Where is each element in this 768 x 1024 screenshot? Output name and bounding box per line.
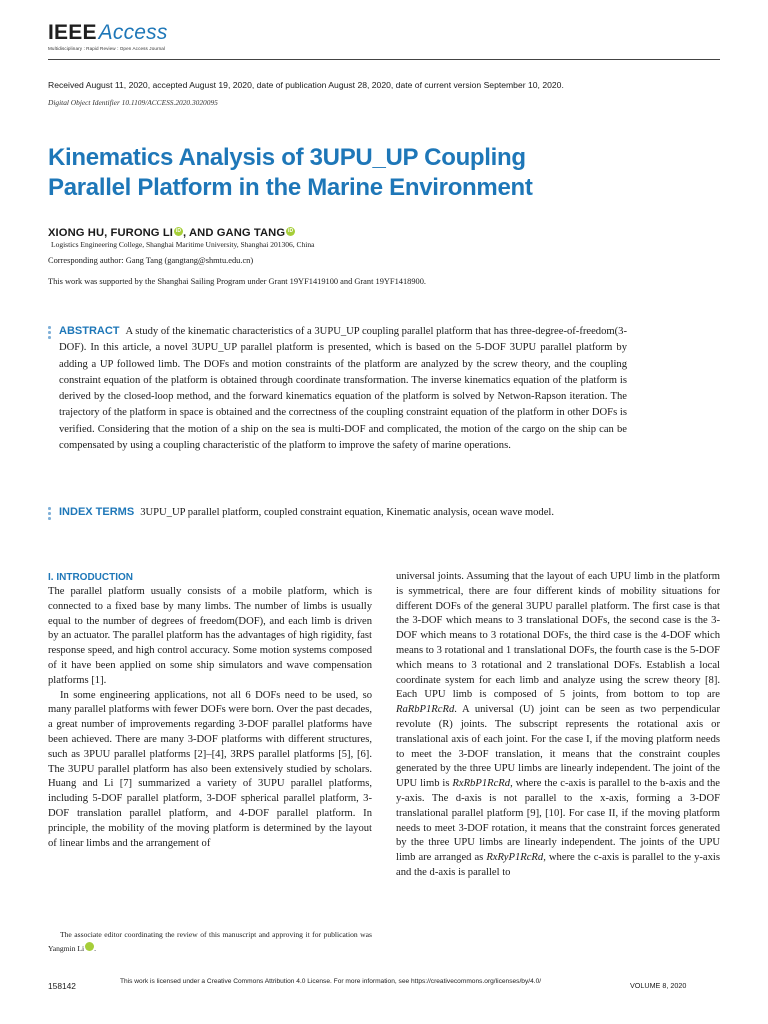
authors-first: XIONG HU, FURONG LI bbox=[48, 227, 173, 239]
orcid-icon[interactable]: iD bbox=[85, 942, 94, 951]
section-heading-introduction: I. INTRODUCTION bbox=[48, 572, 133, 583]
license-note: This work is licensed under a Creative Commons Attribution 4.0 License. For more information, see https://creativecommons.org/licenses/by/4.0/ bbox=[120, 978, 542, 985]
journal-logo bbox=[48, 22, 168, 52]
authors-last: , AND GANG TANG bbox=[182, 227, 286, 239]
title-line-2: Parallel Platform in the Marine Environment bbox=[48, 174, 533, 201]
brand-tagline: Multidisciplinary ∶ Rapid Review ∶ Open Access Journal bbox=[48, 46, 166, 51]
intro-paragraph-continued: universal joints. Assuming that the layout of each UPU limb in the platform is symmetrical, there are four different kinds of mobility situations for different DOFs of the general 3UPU parallel platform. The first case is that the 3-DOF which means to 3 translational DOFs, the second case is the 3-DOF which means to 3 rotational DOFs, the third case is the 4-DOF which means to 3 rotational and 1 translational DOFs, the fourth case is the 5-DOF which means to 3 rotational and 2 translational DOFs. Establish a local coordinate system for each limb and analyze using the screw theory [8]. Each UPU limb is composed of 5 joints, from bottom to top are RaRbP1RcRd. A universal (U) joint can be seen as two perpendicular revolute (R) joints. The subscript represents the rotational axis or translational axis of each joint. For the case I, if the moving platform needs to meet the 3-DOF translation, it means that the constraint couples generated by the three UPU limbs are linearly independent. The joint of the UPU limb is RxRbP1RcRd, where the c-axis is parallel to the b-axis and the y-axis. The d-axis is not parallel to the x-axis, forming a 3-DOF translational parallel platform [9], [10]. For case II, if the moving platform needs to meet 3-DOF rotation, it means that the constraint forces generated by the three UPU limbs are linearly independent. The joints of the UPU limb are arranged as RxRyP1RcRd, where the c-axis is parallel to the y-axis and the d-axis is parallel to bbox=[396, 571, 721, 878]
abstract-label: ABSTRACT bbox=[59, 325, 120, 337]
paper-title bbox=[48, 143, 668, 203]
doi-line: Digital Object Identifier 10.1109/ACCESS.2020.3020095 bbox=[48, 98, 218, 107]
brand-italic: Access bbox=[98, 21, 168, 44]
brand-bold: IEEE bbox=[48, 21, 97, 44]
footnote-text: The associate editor coordinating the review of this manuscript and approving it for publication was Yangmin Li bbox=[48, 930, 372, 953]
intro-paragraph-2: In some engineering applications, not all 6 DOFs need to be used, so many parallel platforms with fewer DOFs were born. Over the past decades, a great number of improvements regarding 3-DOF parallel platforms have been achieved. There are many 3-DOF platforms with different structures, such as 3PUU parallel platforms [2]–[4], 3RPS parallel platforms [5], [6]. The 3UPU parallel platform has also been extensively studied by scholars. Huang and Li [7] summarized a variety of 3UPU parallel platforms, including 5-DOF parallel platform, 3-DOF spherical parallel platform, 3-DOF translation parallel platform, and 4-DOF parallel platform. In principle, the mobility of the moving platform is determined by the layout of linear limbs and the arrangement of bbox=[48, 689, 372, 849]
title-line-1: Kinematics Analysis of 3UPU_UP Coupling bbox=[48, 144, 526, 171]
column-left bbox=[48, 570, 372, 851]
abstract bbox=[59, 323, 627, 454]
index-terms-label: INDEX TERMS bbox=[59, 506, 135, 518]
orcid-icon[interactable]: iD bbox=[288, 228, 294, 234]
received-dates: Received August 11, 2020, accepted August 19, 2020, date of publication August 28, 2020, date of current version September 10, 2020. bbox=[48, 80, 564, 90]
joint-sequence-math: RxRyP1RcRd bbox=[486, 852, 544, 864]
orcid-icon[interactable]: iD bbox=[175, 228, 182, 234]
corresponding-author: Corresponding author: Gang Tang (gangtang@shmtu.edu.cn) bbox=[48, 256, 254, 265]
index-terms-dots-icon bbox=[48, 507, 52, 522]
index-terms-text: 3UPU_UP parallel platform, coupled constraint equation, Kinematic analysis, ocean wave model. bbox=[140, 507, 555, 518]
funding-note: This work was supported by the Shanghai Sailing Program under Grant 19YF1419100 and Grant 19YF1418900. bbox=[48, 277, 426, 286]
intro-paragraph-1: The parallel platform usually consists of a mobile platform, which is connected to a fixed base by many limbs. The number of limbs is usually equal to the number of degrees of freedom(DOF), and each limb is driven by an actuator. The parallel platform has the advantages of high rigidity, fast response speed, and high control accuracy. Some motion systems composed of it have been applied on some ship simulators and wave compensation platforms [1]. bbox=[48, 586, 372, 686]
abstract-text: A study of the kinematic characteristics of a 3UPU_UP coupling parallel platform that has three-degree-of-freedom(3-DOF). In this article, a novel 3UPU_UP parallel platform is presented, which is based on the 5-DOF 3UPU parallel platform by adding a UP followed limb. The DOFs and motion constraints of the platform are analyzed by the screw theory, and the coupling constraint equation of the platform is obtained through coordinate transformation. The inverse kinematics equation of the platform is derived by the closed-loop method, and the forward kinematics equation of the platform is solved by Netwon-Rapson iteration. The trajectory of the platform in space is obtained and the correctness of the coupling constraint equation of the platform in other DOFs is verified. Considering that the motion of a ship on the sea is multi-DOF and complicated, the motion of the cargo on the ship can be compensated by using a coupling characteristic of the platform to improve the safety of marine operations. bbox=[59, 326, 627, 452]
brand-wordmark bbox=[48, 22, 168, 44]
joint-sequence-math: RxRbP1RcRd bbox=[452, 778, 511, 790]
volume-label: VOLUME 8, 2020 bbox=[630, 981, 687, 990]
affiliation: Logistics Engineering College, Shanghai Maritime University, Shanghai 201306, China bbox=[51, 240, 315, 249]
joint-sequence-math: RaRbP1RcRd bbox=[396, 704, 455, 716]
index-terms bbox=[59, 504, 627, 521]
header-divider bbox=[48, 59, 720, 60]
author-list bbox=[48, 227, 295, 239]
editor-footnote: The associate editor coordinating the review of this manuscript and approving it for publication was Yangmin Li iD. bbox=[48, 930, 372, 953]
page-number: 158142 bbox=[48, 981, 76, 991]
abstract-dots-icon bbox=[48, 326, 52, 341]
column-right bbox=[396, 570, 720, 881]
